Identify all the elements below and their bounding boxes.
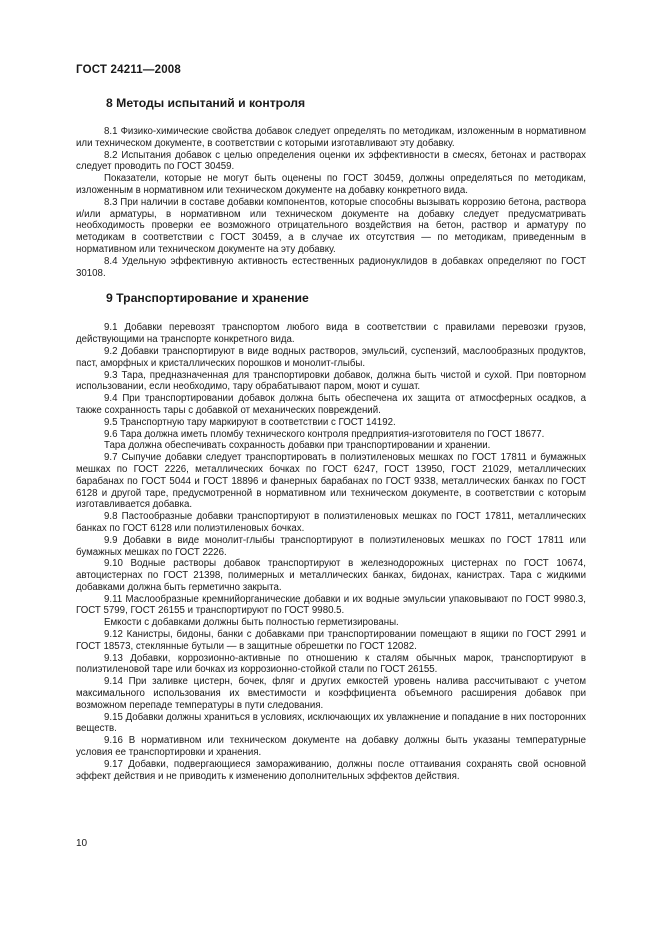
- paragraph-8-2-note: Показатели, которые не могут быть оценены по ГОСТ 30459, должны определяться по методикам, изложенным в нормативном или техническом документе на добавку конкретного вида.: [76, 173, 586, 196]
- paragraph-9-9: 9.9 Добавки в виде монолит-глыбы транспортируют в полиэтиленовых мешках по ГОСТ 17811 или бумажных мешках по ГОСТ 2226.: [76, 534, 586, 558]
- paragraph-9-5: 9.5 Транспортную тару маркируют в соответствии с ГОСТ 14192.: [104, 416, 396, 428]
- section-8-title: 8 Методы испытаний и контроля: [106, 96, 306, 110]
- paragraph-9-8: 9.8 Пастообразные добавки транспортируют в полиэтиленовых мешках по ГОСТ 17811, металлических банках по ГОСТ 6128 или полиэтиленовых бочках.: [76, 511, 586, 534]
- paragraph-8-2: 8.2 Испытания добавок с целью определения оценки их эффективности в смесях, бетонах и растворах следует проводить по ГОСТ 30459.: [76, 149, 586, 173]
- paragraph-9-17: 9.17 Добавки, подвергающиеся замораживанию, должны после оттаивания сохранять свой основной эффект действия и не приводить к изменению дополнительных эффектов действия.: [76, 758, 586, 782]
- paragraph-8-4: 8.4 Удельную эффективную активность естественных радионуклидов в добавках определяют по ГОСТ 30108.: [76, 255, 586, 279]
- paragraph-9-2: 9.2 Добавки транспортируют в виде водных растворов, эмульсий, суспензий, маслообразных продуктов, паст, аморфных и кристаллических порошков и монолит-глыбы.: [76, 345, 586, 369]
- paragraph-9-11-note: Емкости с добавками должны быть полностью герметизированы.: [104, 617, 399, 629]
- section-9-body: [76, 322, 586, 782]
- document-body: [76, 96, 586, 782]
- paragraph-9-4: 9.4 При транспортировании добавок должна быть обеспечена их защита от атмосферных осадков, а также сохранность тары с добавкой от механических повреждений.: [76, 393, 586, 416]
- paragraph-9-10: 9.10 Водные растворы добавок транспортируют в железнодорожных цистернах по ГОСТ 10674, автоцистернах по ГОСТ 21398, полимерных и металлических банках, бидонах, канистрах. Тара с жидкими добавками должна быть герметично закрыта.: [76, 558, 586, 593]
- paragraph-8-1: 8.1 Физико-химические свойства добавок следует определять по методикам, изложенным в нормативном или техническом документе, в соответствии с которыми изготавливают эту добавку.: [76, 126, 586, 149]
- paragraph-9-13: 9.13 Добавки, коррозионно-активные по отношению к сталям обычных марок, транспортируют в полиэтиленовой таре или бочках из коррозионно-стойкой стали по ГОСТ 26155.: [76, 652, 586, 676]
- paragraph-9-11: 9.11 Маслообразные кремнийорганические добавки и их водные эмульсии упаковывают по ГОСТ 9980.3, ГОСТ 5799, ГОСТ 26155 и транспортируют по ГОСТ 9980.5.: [76, 593, 586, 617]
- paragraph-9-1: 9.1 Добавки перевозят транспортом любого вида в соответствии с правилами перевозки грузов, действующими на транспорте конкретного вида.: [76, 322, 586, 346]
- paragraph-9-14: 9.14 При заливке цистерн, бочек, фляг и других емкостей уровень налива рассчитывают с учетом максимального использования их вместимости и коэффициента объемного расширения добавок при возможном перепаде температуры в пути следования.: [76, 676, 586, 711]
- paragraph-9-16: 9.16 В нормативном или техническом документе на добавку должны быть указаны температурные условия ее транспортировки и хранения.: [76, 735, 586, 759]
- paragraph-8-3: 8.3 При наличии в составе добавки компонентов, которые способны вызывать коррозию бетона, раствора и/или арматуры, в нормативном или техническом документе на добавку следует предусматривать необходимость проверки ее возможного отрицательного воздействия на бетон, раствор и арматуру по методикам в соответствии с ГОСТ 30459, а в случае их отсутствия — по методикам, приведенным в нормативном или техническом документе на эту добавку.: [76, 196, 586, 255]
- paragraph-9-3: 9.3 Тара, предназначенная для транспортировки добавок, должна быть чистой и сухой. При повторном использовании, если необходимо, тару обрабатывают паром, моют и сушат.: [76, 369, 586, 393]
- section-8-body: [76, 126, 586, 279]
- paragraph-9-7: 9.7 Сыпучие добавки следует транспортировать в полиэтиленовых мешках по ГОСТ 17811 и бумажных мешках по ГОСТ 2226, металлических бочках по ГОСТ 6247, ГОСТ 13950, ГОСТ 21029, металлических барабанах по ГОСТ 5044 и ГОСТ 18896 и фанерных барабанах по ГОСТ 9338, металлических банках по ГОСТ 6128 и другой таре, предусмотренной в нормативном или техническом документе, в соответствии с которым изготавливается добавка.: [76, 452, 586, 511]
- paragraph-9-6-note: Тара должна обеспечивать сохранность добавки при транспортировании и хранении.: [104, 440, 491, 452]
- paragraph-9-12: 9.12 Канистры, бидоны, банки с добавками при транспортировании помещают в ящики по ГОСТ 2991 и ГОСТ 18573, стеклянные бутыли — в защитные обрешетки по ГОСТ 12082.: [76, 629, 586, 652]
- paragraph-9-6: 9.6 Тара должна иметь пломбу технического контроля предприятия-изготовителя по ГОСТ 18677.: [104, 428, 545, 440]
- paragraph-9-15: 9.15 Добавки должны храниться в условиях, исключающих их увлажнение и попадание в них посторонних веществ.: [76, 711, 586, 735]
- page-number: 10: [76, 838, 88, 849]
- section-9-title: 9 Транспортирование и хранение: [106, 291, 309, 306]
- document-header: ГОСТ 24211—2008: [76, 64, 181, 76]
